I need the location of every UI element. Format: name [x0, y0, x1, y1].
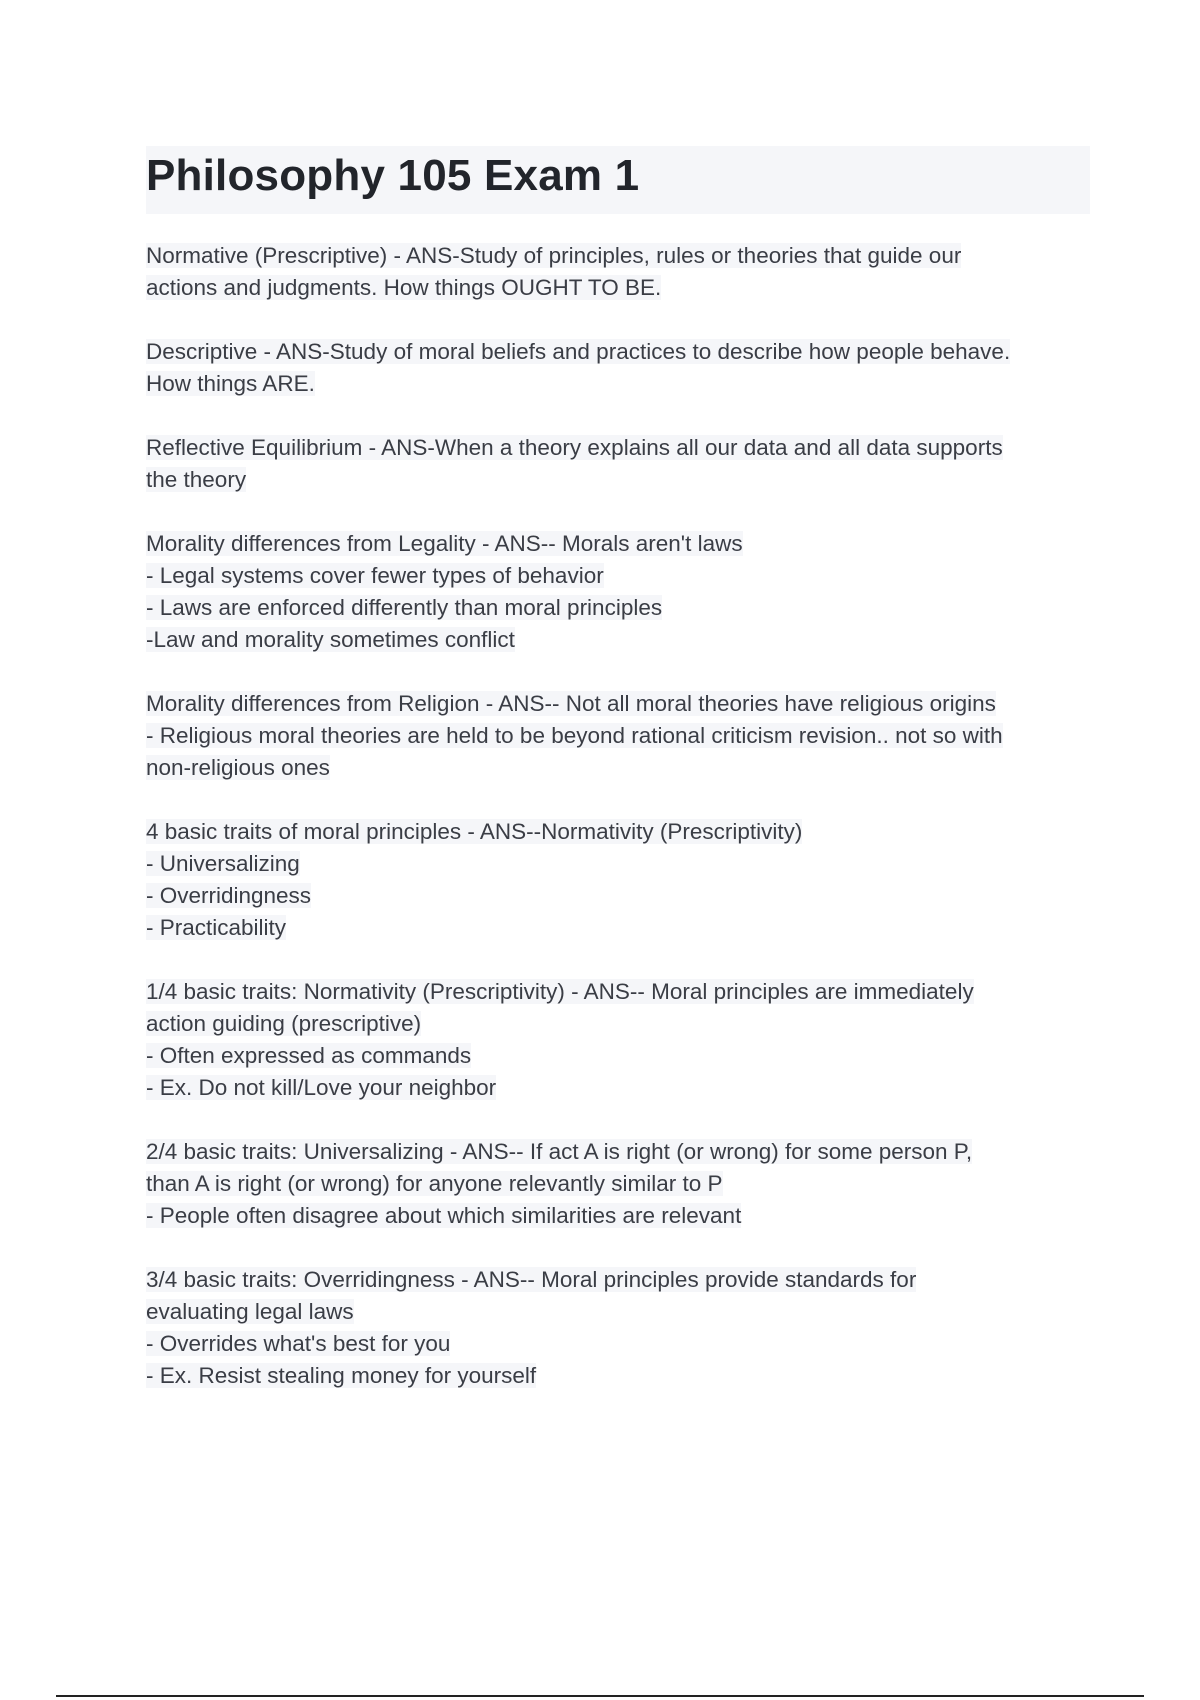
entry-line: - Religious moral theories are held to be beyond rational criticism revision.. not so with	[146, 723, 1003, 748]
title-bar	[146, 146, 1090, 214]
entries-list	[146, 240, 1090, 1392]
entry-line: non-religious ones	[146, 755, 330, 780]
entry-trait-overridingness	[146, 1264, 1090, 1392]
entry-line: -Law and morality sometimes conflict	[146, 627, 515, 652]
entry-trait-universalizing	[146, 1136, 1090, 1232]
entry-basic-traits	[146, 816, 1090, 944]
entry-line: Normative (Prescriptive) - ANS-Study of principles, rules or theories that guide our	[146, 243, 962, 268]
entry-reflective-equilibrium	[146, 432, 1090, 496]
entry-line: - Ex. Resist stealing money for yourself	[146, 1363, 537, 1388]
entry-line: Descriptive - ANS-Study of moral beliefs and practices to describe how people behave.	[146, 339, 1011, 364]
entry-line: - Often expressed as commands	[146, 1043, 472, 1068]
entry-line: How things ARE.	[146, 371, 315, 396]
entry-line: - People often disagree about which similarities are relevant	[146, 1203, 742, 1228]
entry-normative	[146, 240, 1090, 304]
entry-line: - Ex. Do not kill/Love your neighbor	[146, 1075, 497, 1100]
document-page	[146, 146, 1090, 1424]
entry-line: 4 basic traits of moral principles - ANS--Normativity (Prescriptivity)	[146, 819, 803, 844]
entry-line: Reflective Equilibrium - ANS-When a theory explains all our data and all data supports	[146, 435, 1003, 460]
entry-line: Morality differences from Religion - ANS-- Not all moral theories have religious origins	[146, 691, 996, 716]
entry-line: - Overridingness	[146, 883, 312, 908]
entry-line: the theory	[146, 467, 247, 492]
footer-divider	[56, 1695, 1144, 1697]
entry-descriptive	[146, 336, 1090, 400]
entry-line: - Legal systems cover fewer types of behavior	[146, 563, 604, 588]
entry-line: evaluating legal laws	[146, 1299, 354, 1324]
entry-line: action guiding (prescriptive)	[146, 1011, 422, 1036]
entry-line: actions and judgments. How things OUGHT TO BE.	[146, 275, 662, 300]
entry-line: - Laws are enforced differently than moral principles	[146, 595, 663, 620]
page-title: Philosophy 105 Exam 1	[146, 151, 640, 200]
entry-line: 2/4 basic traits: Universalizing - ANS-- If act A is right (or wrong) for some person P,	[146, 1139, 973, 1164]
entry-trait-normativity	[146, 976, 1090, 1104]
entry-line: than A is right (or wrong) for anyone relevantly similar to P	[146, 1171, 723, 1196]
entry-morality-religion	[146, 688, 1090, 784]
entry-line: - Practicability	[146, 915, 287, 940]
entry-line: - Overrides what's best for you	[146, 1331, 451, 1356]
entry-line: 3/4 basic traits: Overridingness - ANS-- Moral principles provide standards for	[146, 1267, 917, 1292]
entry-line: - Universalizing	[146, 851, 300, 876]
entry-morality-legality	[146, 528, 1090, 656]
entry-line: 1/4 basic traits: Normativity (Prescriptivity) - ANS-- Moral principles are immediately	[146, 979, 974, 1004]
entry-line: Morality differences from Legality - ANS-- Morals aren't laws	[146, 531, 743, 556]
